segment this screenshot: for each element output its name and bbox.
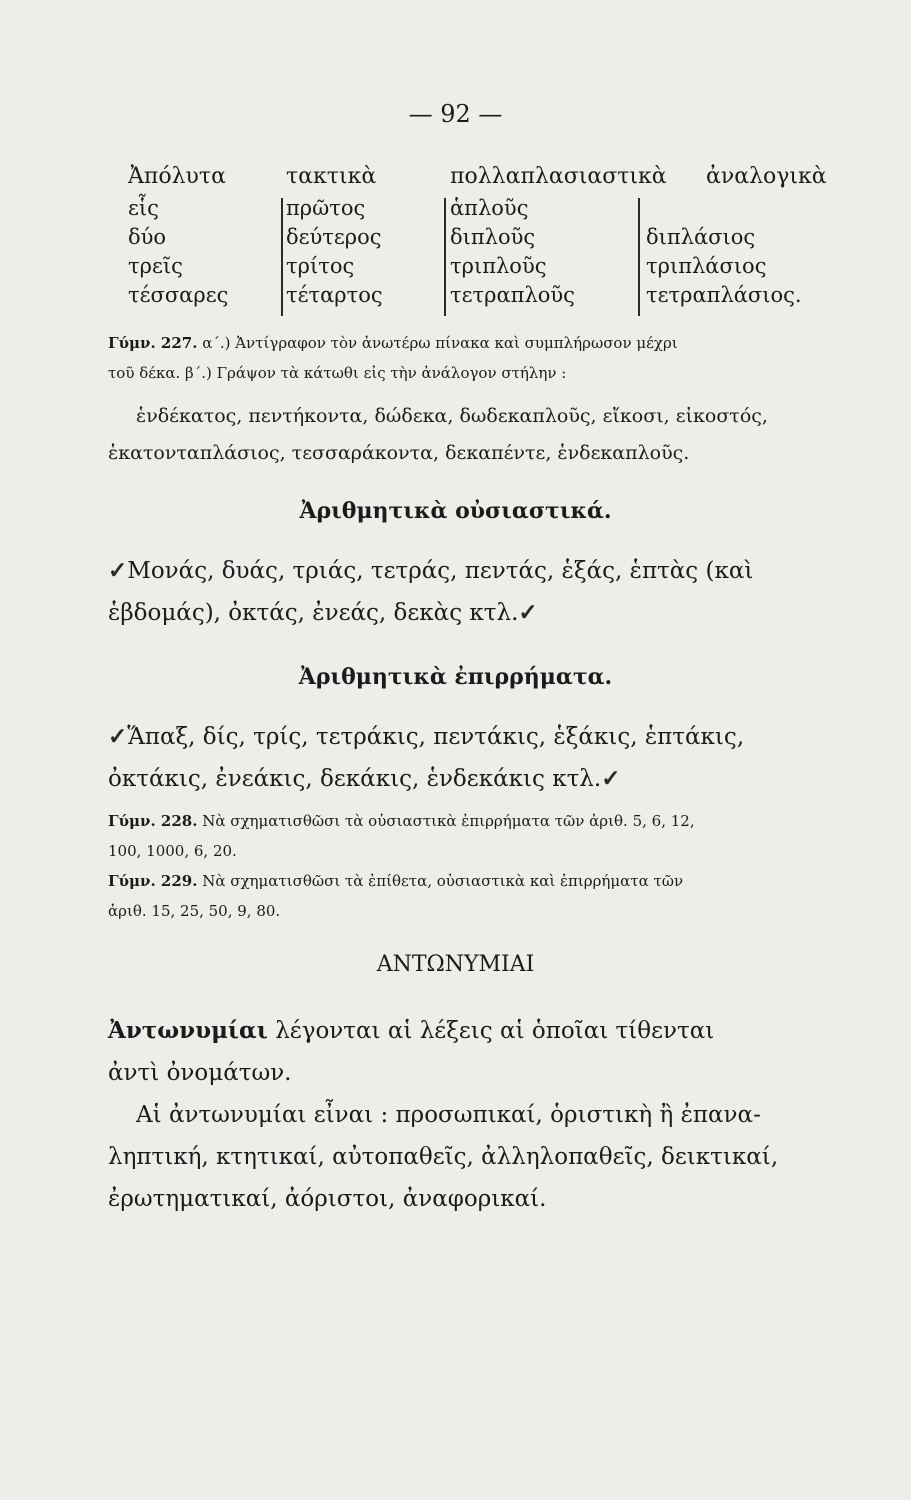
numerals-table xyxy=(128,160,848,316)
exercise-label: Γύμν. 227. xyxy=(108,334,198,352)
column-divider xyxy=(638,198,640,316)
definition-text: ἀντὶ ὀνομάτων. xyxy=(108,1060,292,1086)
table-cell: δύο xyxy=(128,225,167,249)
exercise-227 xyxy=(108,328,880,388)
table-cell: πρῶτος xyxy=(286,196,366,220)
exercise-label: Γύμν. 229. xyxy=(108,872,198,890)
exercise-text: τοῦ δέκα. β΄.) Γράψον τὰ κάτωθι εἰς τὴν ἀνάλογον στήλην : xyxy=(108,364,567,382)
exercise-text: Νὰ σχηματισθῶσι τὰ ἐπίθετα, οὐσιαστικὰ καὶ ἐπιρρήματα τῶν xyxy=(202,872,684,890)
column-header: πολλαπλασιαστικὰ xyxy=(450,164,667,189)
kinds-line: Αἱ ἀντωνυμίαι εἶναι : προσωπικαί, ὁριστικὴ ἢ ἐπανα- xyxy=(136,1102,761,1128)
exercise-label: Γύμν. 228. xyxy=(108,812,198,830)
exercise-text: ἀριθ. 15, 25, 50, 9, 80. xyxy=(108,902,281,920)
table-cell: τρίτος xyxy=(286,254,355,278)
definition-text: λέγονται αἱ λέξεις αἱ ὁποῖαι τίθενται xyxy=(267,1018,715,1044)
check-mark-icon: ✓ xyxy=(108,723,128,750)
exercise-229 xyxy=(108,866,880,926)
table-cell: διπλάσιος xyxy=(646,225,756,249)
heading-numeral-adverbs: Ἀριθμητικὰ ἐπιρρήματα. xyxy=(298,664,613,690)
check-mark-icon: ✓ xyxy=(518,599,538,626)
column-header: Ἀπόλυτα xyxy=(128,164,226,189)
table-cell xyxy=(646,194,856,223)
column-proportional xyxy=(646,160,856,310)
kinds-line: ληπτική, κτητικαί, αὐτοπαθεῖς, ἀλληλοπαθεῖς, δεικτικαί, xyxy=(108,1144,779,1170)
table-cell: τέταρτος xyxy=(286,283,383,307)
table-cell: τριπλοῦς xyxy=(450,254,547,278)
definition-term: Ἀντωνυμίαι xyxy=(108,1017,268,1044)
column-header: ἀναλογικὰ xyxy=(706,164,827,189)
word-line: ἑκατονταπλάσιος, τεσσαράκοντα, δεκαπέντε, ἑνδεκαπλοῦς. xyxy=(108,442,690,464)
section-title: ΑΝΤΩΝΥΜΙΑΙ xyxy=(376,952,535,977)
column-cardinal xyxy=(128,160,278,310)
exercise-text: α΄.) Ἀντίγραφον τὸν ἀνωτέρω πίνακα καὶ συμπλήρωσον μέχρι xyxy=(202,334,678,352)
check-mark-icon: ✓ xyxy=(601,765,621,792)
adverbs-line: ὀκτάκις, ἐνεάκις, δεκάκις, ἑνδεκάκις κτλ. xyxy=(108,766,602,792)
table-cell: διπλοῦς xyxy=(450,225,536,249)
table-cell: τετραπλοῦς xyxy=(450,283,575,307)
exercise-text: 100, 1000, 6, 20. xyxy=(108,842,237,860)
numeral-nouns xyxy=(108,550,880,634)
check-mark-icon: ✓ xyxy=(108,557,128,584)
page-number: — 92 — xyxy=(408,100,503,128)
kinds-line: ἐρωτηματικαί, ἀόριστοι, ἀναφορικαί. xyxy=(108,1186,547,1212)
column-header: τακτικὰ xyxy=(286,164,377,189)
table-cell: δεύτερος xyxy=(286,225,382,249)
exercise-228 xyxy=(108,806,880,866)
column-ordinal xyxy=(286,160,446,310)
pronoun-definition xyxy=(108,1010,880,1094)
table-cell: τρεῖς xyxy=(128,254,183,278)
table-cell: τετραπλάσιος. xyxy=(646,283,802,307)
exercise-text: Νὰ σχηματισθῶσι τὰ οὐσιαστικὰ ἐπιρρήματα τῶν ἀριθ. 5, 6, 12, xyxy=(202,812,695,830)
column-divider xyxy=(444,198,446,316)
nouns-line: ἑβδομάς), ὀκτάς, ἐνεάς, δεκὰς κτλ. xyxy=(108,600,519,626)
column-multiplicative xyxy=(450,160,667,310)
table-cell: εἷς xyxy=(128,196,159,220)
heading-numeral-nouns: Ἀριθμητικὰ οὐσιαστικά. xyxy=(299,498,612,524)
table-cell: ἁπλοῦς xyxy=(450,196,529,220)
table-cell: τέσσαρες xyxy=(128,283,229,307)
word-list xyxy=(108,398,880,472)
table-cell: τριπλάσιος xyxy=(646,254,767,278)
adverbs-line: Ἅπαξ, δίς, τρίς, τετράκις, πεντάκις, ἑξάκις, ἑπτάκις, xyxy=(127,724,745,750)
word-line: ἑνδέκατος, πεντήκοντα, δώδεκα, δωδεκαπλοῦς, εἴκοσι, εἰκοστός, xyxy=(136,405,768,427)
pronoun-kinds xyxy=(108,1094,880,1220)
nouns-line: Μονάς, δυάς, τριάς, τετράς, πεντάς, ἑξάς, ἑπτὰς (καὶ xyxy=(127,558,754,584)
numeral-adverbs xyxy=(108,716,880,800)
column-divider xyxy=(281,198,283,316)
